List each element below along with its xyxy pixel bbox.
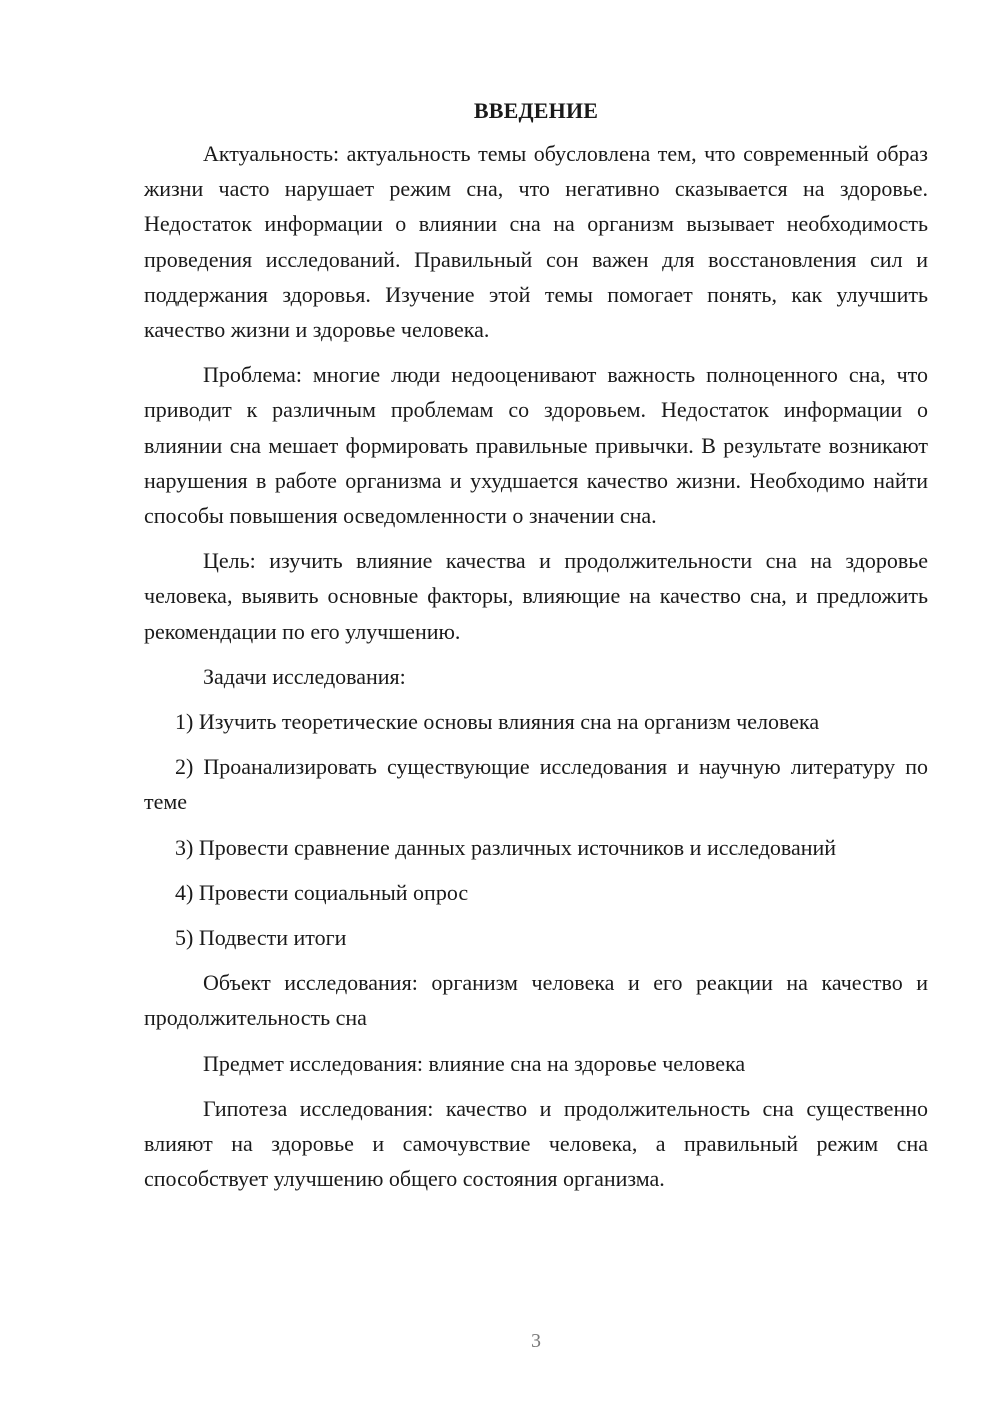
page-number: 3 xyxy=(531,1330,541,1352)
page-title: ВВЕДЕНИЕ xyxy=(473,98,599,123)
list-item: 4) Провести социальный опрос xyxy=(175,879,469,905)
list-item: 2) Проанализировать существующие исследования и научную литературу по теме xyxy=(144,754,928,815)
list-item: 5) Подвести итоги xyxy=(175,925,347,951)
list-item: 1) Изучить теоретические основы влияния сна на организм человека xyxy=(175,709,820,735)
paragraph-goal: Цель: изучить влияние качества и продолжительности сна на здоровье человека, выявить основные факторы, влияющие на качество сна, и предложить рекомендации по его улучшению. xyxy=(144,548,928,644)
tasks-heading: Задачи исследования: xyxy=(203,663,406,689)
paragraph-hypothesis: Гипотеза исследования: качество и продолжительность сна существенно влияют на здоровье и самочувствие человека, а правильный режим сна способствует улучшению общего состояния организма. xyxy=(144,1095,928,1192)
document-page xyxy=(144,94,928,1206)
list-item: 3) Провести сравнение данных различных источников и исследований xyxy=(175,834,837,860)
paragraph-relevance: Актуальность: актуальность темы обусловлена тем, что современный образ жизни часто нарушает режим сна, что негативно сказывается на здоровье. Недостаток информации о влиянии сна на организм вызывает необходимость проведения исследований. Правильный сон важен для восстановления сил и поддержания здоровья. Изучение этой темы помогает понять, как улучшить качество жизни и здоровье человека. xyxy=(144,141,928,343)
paragraph-problem: Проблема: многие люди недооценивают важность полноценного сна, что приводит к различным проблемам со здоровьем. Недостаток информации о влиянии сна мешает формировать правильные привычки. В результате возникают нарушения в работе организма и ухудшается качество жизни. Необходимо найти способы повышения осведомленности о значении сна. xyxy=(144,362,928,529)
paragraph-subject: Предмет исследования: влияние сна на здоровье человека xyxy=(203,1050,746,1076)
paragraph-object: Объект исследования: организм человека и его реакции на качество и продолжительность сна xyxy=(144,970,928,1031)
